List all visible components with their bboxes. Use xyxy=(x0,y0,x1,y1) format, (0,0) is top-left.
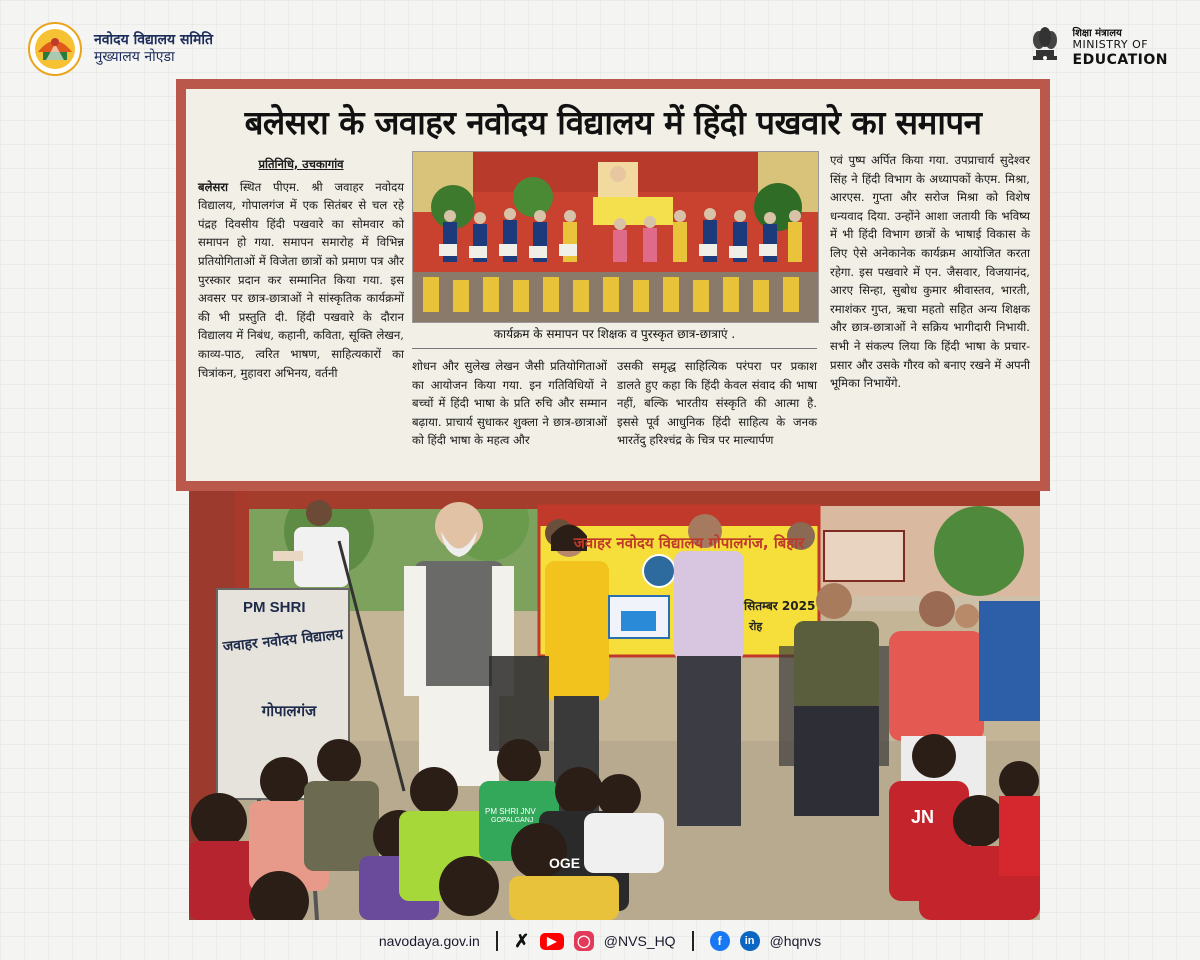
banner-title: जवाहर नवोदय विद्यालय गोपालगंज, बिहार xyxy=(573,534,805,552)
handle-hqnvs[interactable]: @hqnvs xyxy=(769,933,822,949)
shirt-text-4: OGE xyxy=(549,855,581,871)
linkedin-icon[interactable]: in xyxy=(740,931,760,951)
board-text-school: जवाहर नवोदय विद्यालय xyxy=(222,626,345,656)
ministry-line2: EDUCATION xyxy=(1072,52,1168,69)
shirt-text-1: PM SHRI JNV xyxy=(485,807,536,816)
facebook-icon[interactable]: f xyxy=(710,931,730,951)
footer-divider xyxy=(692,931,694,951)
ministry-hindi: शिक्षा मंत्रालय xyxy=(1072,27,1122,39)
event-photo xyxy=(189,491,1040,920)
banner-sub: रोह xyxy=(749,620,763,633)
article-col1-text: स्थित पीएम. श्री जवाहर नवोदय विद्यालय, गोपालगंज में एक सितंबर से चल रहे पंद्रह दिवसीय हिंदी पखवारे का सोमवार को समापन हो गया. समापन समारोह में विभिन्न प्रतियोगिताओं में विजेता छात्रों को प्रमाण पत्र और पुरस्कार प्रदान कर सम्मानित किया गया. इस अवसर पर छात्र-छात्राओं ने सांस्कृतिक कार्यक्रमों की भी प्रस्तुति दी. हिंदी पखवारे के दौरान विद्यालय में निबंध, कहानी, कविता, सूक्ति लेखन, काव्य-पाठ, त्वरित भाषण, साहित्यकारों का चित्रांकन, मुहावरा अभिनय, वर्तनी xyxy=(198,179,404,380)
newspaper-group-photo xyxy=(412,151,819,323)
org-subtitle: मुख्यालय नोएडा xyxy=(94,49,175,65)
board-text-city: गोपालगंज xyxy=(261,702,317,720)
x-icon[interactable]: ✗ xyxy=(514,930,530,951)
nvs-logo-icon xyxy=(28,22,82,76)
article-column-3: उसकी समृद्ध साहित्यिक परंपरा पर प्रकाश डालते हुए कहा कि हिंदी केवल संवाद की भाषा नहीं, बल्कि भारतीय संस्कृति की आत्मा है. इससे पूर्व आधुनिक हिंदी साहित्य के जनक भारतेंदु हरिश्चंद्र के चित्र पर माल्यार्पण xyxy=(617,359,817,448)
shirt-text-2: GOPALGANJ xyxy=(491,817,534,824)
ministry-header xyxy=(1027,20,1168,76)
youtube-icon[interactable]: ▶ xyxy=(540,933,564,950)
footer-divider xyxy=(496,931,498,951)
article-column-2: शोधन और सुलेख लेखन जैसी प्रतियोगिताओं का आयोजन किया गया. इन गतिविधियों ने बच्चों में हिंदी भाषा के प्रति रुचि और सम्मान बढ़ाया. प्राचार्य सुधाकर शुक्ला ने छात्र-छात्राओं को हिंदी भाषा के महत्व और xyxy=(412,359,607,448)
article-headline: बलेसरा के जवाहर नवोदय विद्यालय में हिंदी पखवारे का समापन xyxy=(244,103,982,142)
board-text-pm-shri: PM SHRI xyxy=(243,599,306,616)
newspaper-clipping xyxy=(186,89,1040,481)
national-emblem-icon xyxy=(1027,20,1063,76)
article-column-4: एवं पुष्प अर्पित किया गया. उपप्राचार्य सुदेश्वर सिंह ने हिंदी विभाग के अध्यापकों केएम. मिश्रा, आरएस. गुप्ता और सरोज मिश्रा को विशेष धन्यवाद दिया. उन्होंने आशा जतायी कि भविष्य में भी हिंदी विभाग छात्रों के भाषाई विकास के लिए ऐसे अनेकानेक कार्यक्रम आयोजित करता रहेगा. इस पखवारे में एन. जैसवार, विजयानंद, आरए सिन्हा, सुबोध कुमार श्रीवास्तव, भारती, रमाशंकर गुप्त, ऋचा महतो सहित अन्य शिक्षक और छात्र-छात्राओं ने सक्रिय भागीदारी निभायी. सभी ने संकल्प लिया कि हिंदी भाषा के प्रचार-प्रसार और उसके गौरव को बनाए रखने में अपनी भूमिका निभायेंगे. xyxy=(830,153,1030,391)
website-link[interactable]: navodaya.gov.in xyxy=(378,933,480,949)
article-column-1 xyxy=(198,155,404,382)
article-byline: प्रतिनिधि, उचकागांव xyxy=(258,157,344,171)
article-lead-word: बलेसरा xyxy=(198,179,229,194)
photo-caption: कार्यक्रम के समापन पर शिक्षक व पुरस्कृत छात्र-छात्राएं . xyxy=(412,325,817,349)
shirt-text-3: JN xyxy=(911,807,935,827)
ministry-line1: MINISTRY OF xyxy=(1072,38,1149,52)
newspaper-frame xyxy=(176,79,1050,491)
instagram-icon[interactable]: ◯ xyxy=(574,931,594,951)
banner-date: सितम्बर 2025 xyxy=(744,599,816,613)
footer-bar xyxy=(0,922,1200,960)
handle-nvs-hq[interactable]: @NVS_HQ xyxy=(603,933,676,949)
nvs-header xyxy=(28,22,213,76)
org-name: नवोदय विद्यालय समिति xyxy=(94,31,214,48)
